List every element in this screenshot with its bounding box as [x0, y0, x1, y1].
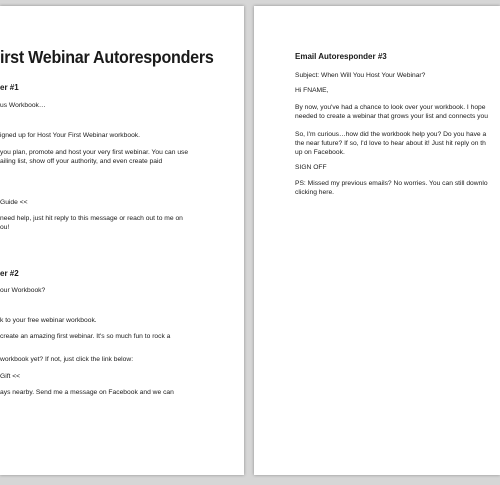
- autoresponder-2-heading: er #2: [0, 269, 19, 278]
- document-page-left: [0, 6, 244, 475]
- text-line: igned up for Host Your First Webinar workbook.: [0, 132, 141, 139]
- document-page-right: [254, 6, 500, 475]
- autoresponder-1-heading: er #1: [0, 83, 19, 92]
- text-line: our Workbook?: [0, 287, 46, 294]
- text-line: By now, you've had a chance to look over your workbook. I hope: [295, 104, 486, 111]
- greeting-line: Hi FNAME,: [295, 87, 329, 94]
- text-line: ailing list, show off your authority, and even create paid: [0, 158, 163, 165]
- text-line: So, I'm curious…how did the workbook help you? Do you have a: [295, 131, 487, 138]
- text-line: the near future? If so, I'd love to hear about it! Just hit reply on th: [295, 140, 486, 147]
- text-line: us Workbook…: [0, 102, 46, 109]
- text-line: ays nearby. Send me a message on Facebook and we can: [0, 389, 174, 396]
- text-line: needed to create a webinar that grows your list and connects you: [295, 113, 488, 120]
- text-line: up on Facebook.: [295, 149, 345, 156]
- text-line: need help, just hit reply to this message or reach out to me on: [0, 215, 183, 222]
- signoff-line: SIGN OFF: [295, 164, 327, 171]
- text-line: ou!: [0, 224, 10, 231]
- text-line: create an amazing first webinar. It's so much fun to rock a: [0, 333, 171, 340]
- text-line: PS: Missed my previous emails? No worries. You can still downlo: [295, 180, 488, 187]
- document-title: irst Webinar Autoresponders: [0, 47, 214, 67]
- text-line: Gift <<: [0, 373, 21, 380]
- text-line: k to your free webinar workbook.: [0, 317, 97, 324]
- text-line: workbook yet? If not, just click the link below:: [0, 356, 134, 363]
- subject-line: Subject: When Will You Host Your Webinar?: [295, 72, 426, 79]
- text-line: clicking here.: [295, 189, 335, 196]
- text-line: you plan, promote and host your very first webinar. You can use: [0, 149, 189, 156]
- text-line: Guide <<: [0, 199, 28, 206]
- autoresponder-3-heading: Email Autoresponder #3: [295, 52, 387, 61]
